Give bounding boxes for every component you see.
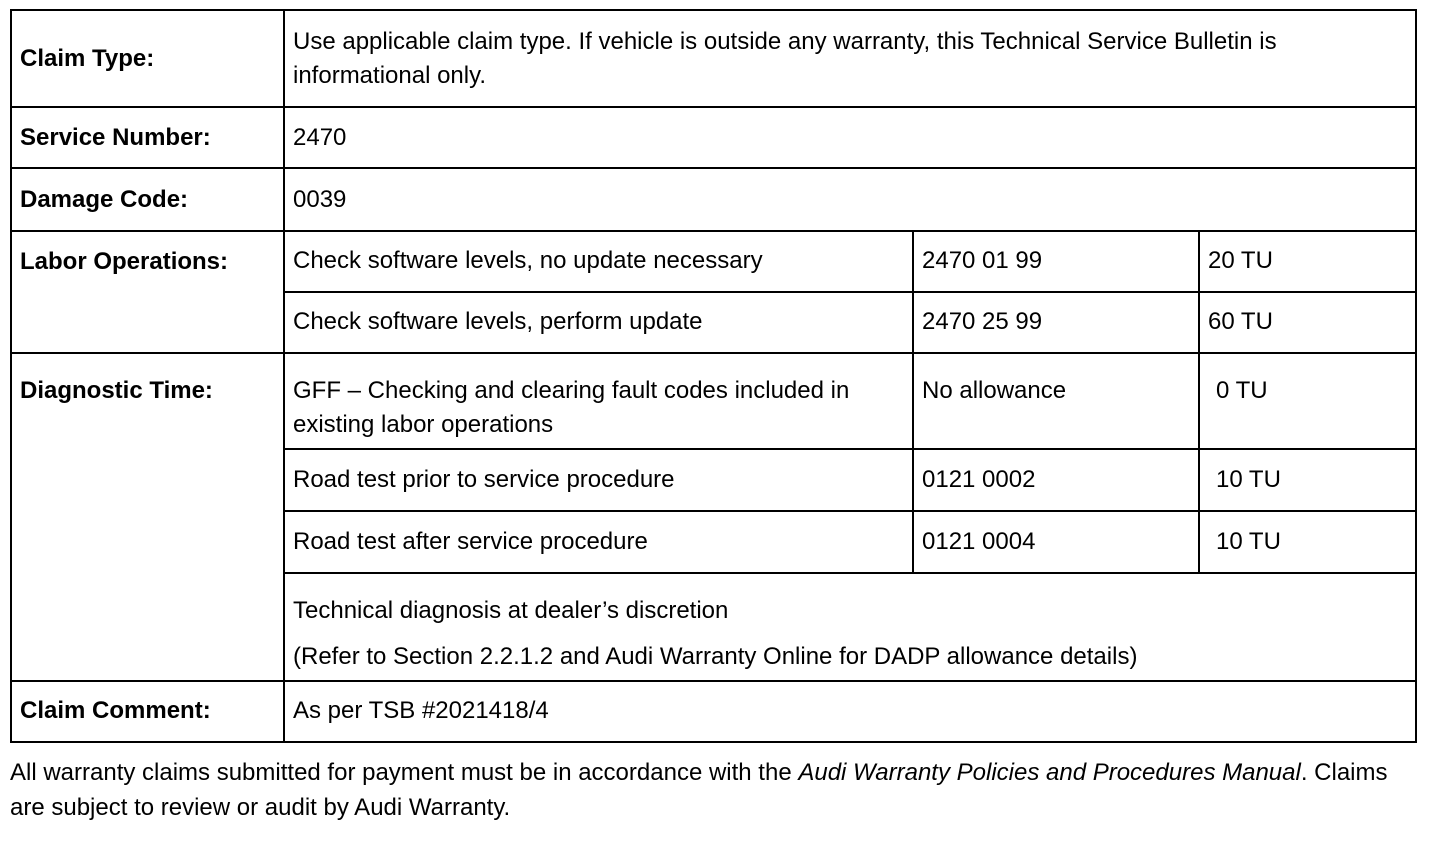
footer-manual-title: Audi Warranty Policies and Procedures Manual — [798, 759, 1301, 786]
claim-comment-value: As per TSB #2021418/4 — [284, 681, 1416, 742]
damage-code-value: 0039 — [284, 168, 1416, 230]
labor-operations-label: Labor Operations: — [11, 231, 284, 353]
diagnostic-code: 0121 0004 — [913, 511, 1199, 573]
damage-code-label: Damage Code: — [11, 168, 284, 230]
labor-operation-code: 2470 25 99 — [913, 292, 1199, 353]
labor-operation-row — [11, 231, 1416, 292]
claim-comment-row — [11, 681, 1416, 742]
footer-text-after: . Claims are subject to review or audit by Audi Warranty. — [10, 759, 1388, 821]
warranty-claim-table — [10, 9, 1417, 743]
service-number-row — [11, 107, 1416, 168]
diagnostic-time-label: Diagnostic Time: — [11, 353, 284, 681]
labor-operation-description: Check software levels, perform update — [284, 292, 913, 353]
labor-operation-time: 20 TU — [1199, 231, 1416, 292]
diagnostic-code: No allowance — [913, 353, 1199, 449]
diagnostic-time-value: 0 TU — [1199, 353, 1416, 449]
diagnostic-description: Road test prior to service procedure — [284, 449, 913, 511]
technical-diagnosis-cell — [284, 573, 1416, 680]
diagnostic-code: 0121 0002 — [913, 449, 1199, 511]
footer-text-before: All warranty claims submitted for payment must be in accordance with the — [10, 759, 799, 786]
labor-operation-description: Check software levels, no update necessary — [284, 231, 913, 292]
claim-comment-label: Claim Comment: — [11, 681, 284, 742]
service-number-value: 2470 — [284, 107, 1416, 168]
diagnostic-time-value: 10 TU — [1199, 449, 1416, 511]
claim-type-label: Claim Type: — [11, 10, 284, 107]
technical-diagnosis-text: Technical diagnosis at dealer’s discretion — [293, 597, 729, 625]
damage-code-row — [11, 168, 1416, 230]
claim-type-row — [11, 10, 1416, 107]
labor-operation-time: 60 TU — [1199, 292, 1416, 353]
diagnostic-time-value: 10 TU — [1199, 511, 1416, 573]
technical-diagnosis-reference: (Refer to Section 2.2.1.2 and Audi Warranty Online for DADP allowance details) — [293, 643, 1138, 671]
diagnostic-description: GFF – Checking and clearing fault codes included in existing labor operations — [284, 353, 913, 449]
diagnostic-row — [11, 353, 1416, 449]
warranty-footer-note — [10, 755, 1420, 825]
diagnostic-description: Road test after service procedure — [284, 511, 913, 573]
labor-operation-code: 2470 01 99 — [913, 231, 1199, 292]
claim-type-value: Use applicable claim type. If vehicle is outside any warranty, this Technical Service Bulletin is informational only. — [284, 10, 1416, 107]
service-number-label: Service Number: — [11, 107, 284, 168]
